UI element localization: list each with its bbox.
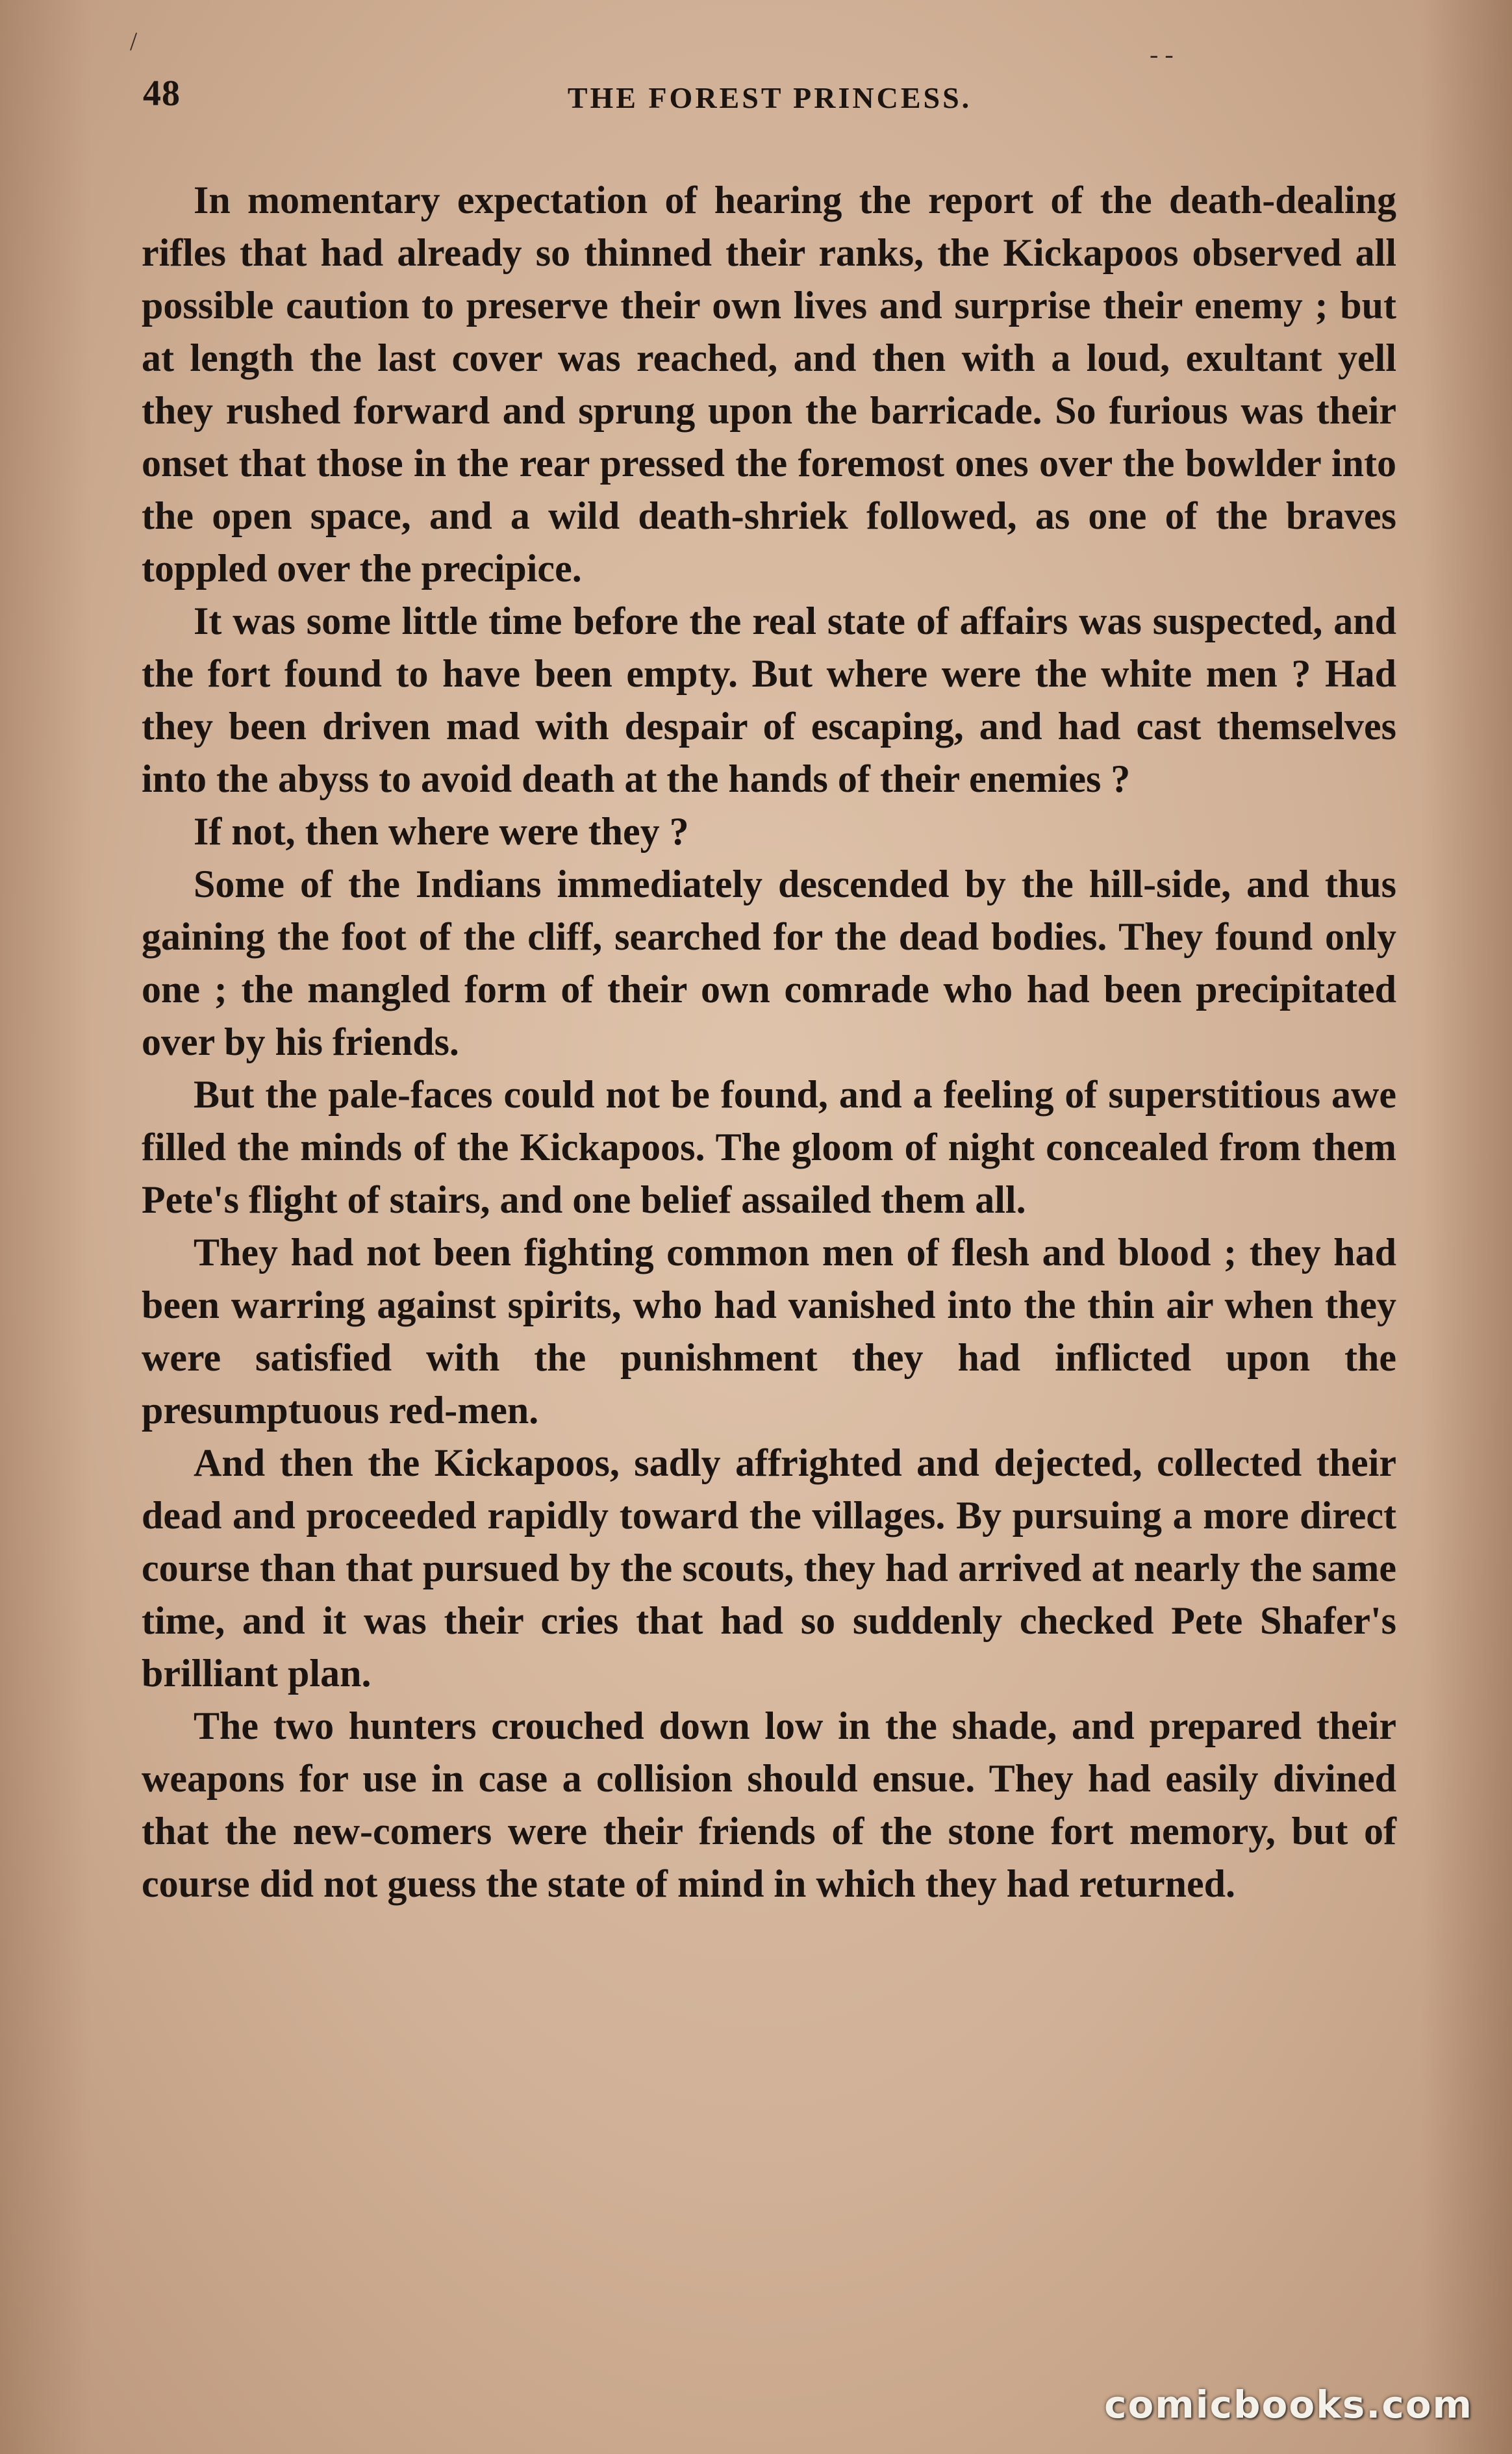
paragraph: They had not been fighting common men of flesh and blood ; they had been warring against spirits, who had vanished into the thin air when they were satisfied with the punishment they had inflicted upon the presumptuous red-men. bbox=[142, 1231, 1396, 1432]
margin-mark: / bbox=[130, 27, 138, 56]
paragraph: But the pale-faces could not be found, and a feeling of superstitious awe filled the minds of the Kickapoos. The gloom of night concealed from them Pete's flight of stairs, and one belief assailed them all. bbox=[142, 1073, 1396, 1221]
paragraph: And then the Kickapoos, sadly affrighted and dejected, collected their dead and proceeded rapidly toward the villages. By pursuing a more direct course than that pursued by the scouts, they had arrived at nearly the same time, and it was their cries that had so suddenly checked Pete Shafer's brilliant plan. bbox=[142, 1441, 1396, 1695]
paragraph: The two hunters crouched down low in the shade, and prepared their weapons for use in case a collision should ensue. They had easily divined that the new-comers were their friends of the stone fort memory, but of course did not guess the state of mind in which they had returned. bbox=[142, 1704, 1396, 1905]
running-head: THE FOREST PRINCESS. bbox=[567, 81, 972, 114]
paragraph: Some of the Indians immediately descended by the hill-side, and thus gaining the foot of the cliff, searched for the dead bodies. They found only one ; the mangled form of their own comrade who had been precipitated over by his friends. bbox=[142, 863, 1396, 1063]
body-text bbox=[142, 174, 1396, 1910]
paragraph: It was some little time before the real state of affairs was suspected, and the fort found to have been empty. But where were the white men ? Had they been driven mad with despair of escaping, and had cast themselves into the abyss to avoid death at the hands of their enemies ? bbox=[142, 600, 1396, 800]
paragraph: If not, then where were they ? bbox=[194, 810, 689, 853]
page-header bbox=[143, 73, 1396, 125]
margin-mark: - - bbox=[1150, 40, 1174, 69]
page-number: 48 bbox=[143, 73, 181, 114]
paragraph: In momentary expectation of hearing the report of the death-dealing rifles that had already so thinned their ranks, the Kickapoos observed all possible caution to preserve their own lives and surprise their enemy ; but at length the last cover was reached, and then with a loud, exultant yell they rushed forward and sprung upon the barricade. So furious was their onset that those in the rear pressed the foremost ones over the bowlder into the open space, and a wild death-shriek followed, as one of the braves toppled over the precipice. bbox=[142, 179, 1396, 590]
watermark: comicbooks.com bbox=[1104, 2383, 1473, 2427]
